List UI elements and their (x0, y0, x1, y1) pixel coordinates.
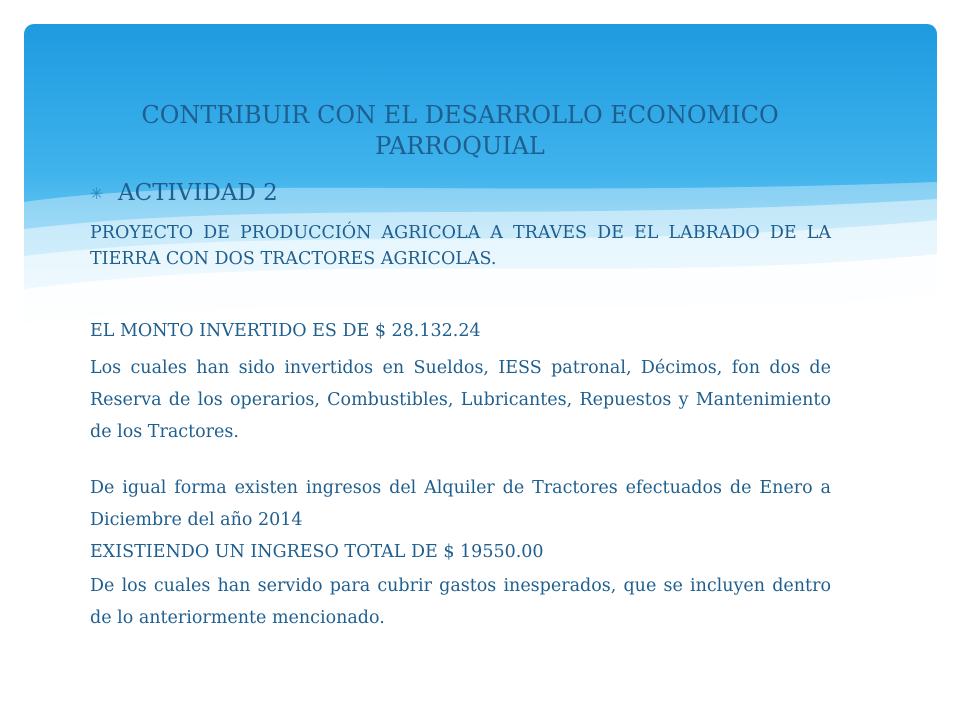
slide-title: CONTRIBUIR CON EL DESARROLLO ECONOMICO PARROQUIAL (141, 101, 779, 160)
activity-heading-label: ACTIVIDAD 2 (118, 180, 278, 206)
rental-income-text: De igual forma existen ingresos del Alquiler de Tractores efectuados de Enero a Diciembre del año 2014 (90, 478, 831, 530)
asterisk-bullet-icon: ✳ (90, 183, 104, 203)
investment-details: Los cuales han sido invertidos en Sueldos, IESS patronal, Décimos, fon dos de Reserva de los operarios, Combustibles, Lubricantes, Repuestos y Mantenimiento de los Tractores. (90, 358, 831, 442)
invested-amount: EL MONTO INVERTIDO ES DE $ 28.132.24 (90, 321, 481, 341)
project-description: PROYECTO DE PRODUCCIÓN AGRICOLA A TRAVES DE EL LABRADO DE LA TIERRA CON DOS TRACTORES AGRICOLAS. (90, 223, 831, 269)
expenses-note: De los cuales han servido para cubrir gastos inesperados, que se incluyen dentro de lo anteriormente mencionado. (90, 576, 831, 628)
activity-heading (90, 180, 278, 206)
total-income: EXISTIENDO UN INGRESO TOTAL DE $ 19550.00 (90, 542, 544, 562)
